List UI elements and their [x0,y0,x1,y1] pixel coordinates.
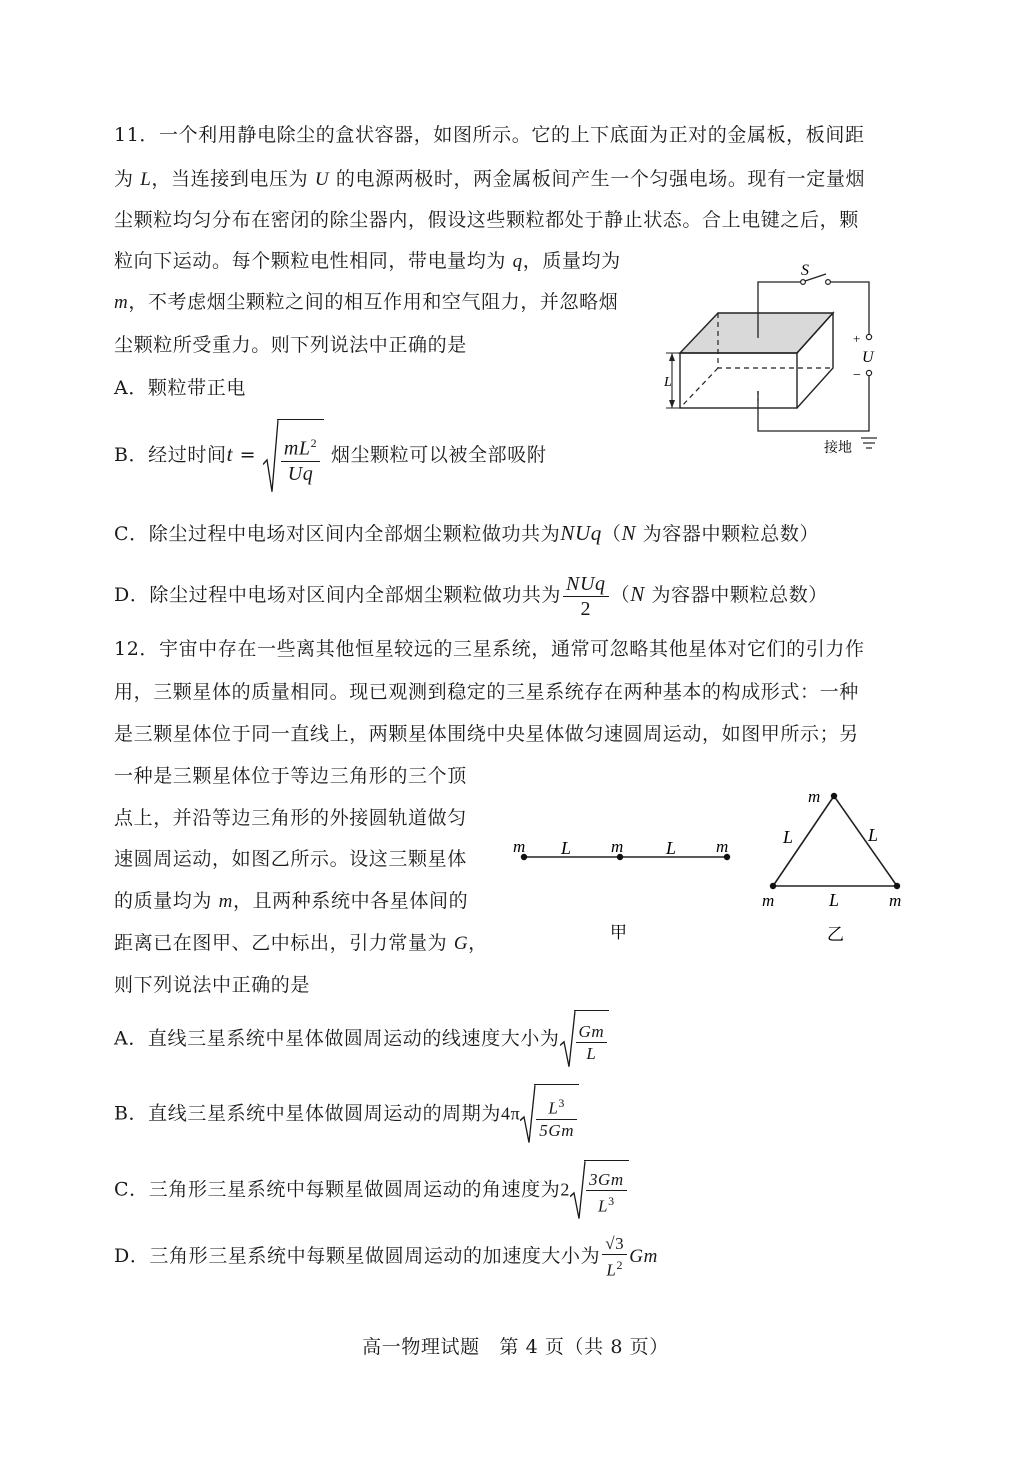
distance-label: L [666,838,677,858]
q12-option-b: B．直线三星系统中星体做圆周运动的周期为4π $\frac{L^3}{5Gm}$ [114,1084,579,1142]
q11-line-3: 尘颗粒均匀分布在密闭的除尘器内，假设这些颗粒都处于静止状态。合上电键之后，颗 [114,209,859,231]
sqrt-sign: $\frac{mL^2}{Uq}$ [263,419,324,494]
mass-label: m [611,837,624,856]
star-left [770,883,776,889]
star-top [831,793,837,799]
mass-label: m [808,787,821,806]
q11-line-6: 尘颗粒所受重力。则下列说法中正确的是 [114,334,467,356]
q11-option-b: B．经过时间t = $\frac{mL^2}{Uq}$ 烟尘颗粒可以被全部吸附 [114,418,546,490]
precipitator-diagram [650,255,900,460]
ground-label: 接地 [824,440,852,456]
q12-option-c: C．三角形三星系统中每颗星做圆周运动的角速度为2 $\frac{3Gm}{L^3}$ [114,1160,629,1218]
page-footer: 高一物理试题 第 4 页（共 8 页） [362,1336,669,1358]
distance-label: L [664,375,672,390]
distance-label: L [561,838,572,858]
mass-label: m [513,837,526,856]
triangle-star-diagram [755,784,915,949]
plus-sign: + [853,331,861,346]
q11-line-5: m，不考虑烟尘颗粒之间的相互作用和空气阻力，并忽略烟 [114,291,619,313]
distance-label: L [868,825,879,845]
mass-label: m [716,837,729,856]
mass-label: m [889,891,902,910]
minus-sign: − [853,368,861,383]
q11-line-4: 粒向下运动。每个颗粒电性相同，带电量均为 q，质量均为 [114,250,621,272]
q12-line-8: 距离已在图甲、乙中标出，引力常量为 G， [114,932,488,954]
q11-line-1: 11．一个利用静电除尘的盒状容器，如图所示。它的上下底面为正对的金属板，板间距 [114,124,865,146]
q12-option-d: D．三角形三星系统中每颗星做圆周运动的加速度大小为 $\frac{√3}{L^2}$ Gm [114,1234,658,1280]
q12-line-5: 点上，并沿等边三角形的外接圆轨道做匀 [114,807,467,829]
q12-line-1: 12．宇宙中存在一些离其他恒星较远的三星系统，通常可忽略其他星体对它们的引力作 [114,638,865,660]
linear-star-diagram [510,830,740,950]
q12-line-9: 则下列说法中正确的是 [114,974,311,996]
q11-option-c: C．除尘过程中电场对区间内全部烟尘颗粒做功共为NUq（N 为容器中颗粒总数） [114,521,820,545]
q12-option-a: A．直线三星系统中星体做圆周运动的线速度大小为 $\frac{Gm}{L}$ [114,1010,609,1066]
q11-option-a: A．颗粒带正电 [114,377,246,399]
distance-label: L [783,827,794,847]
distance-label: L [829,890,840,910]
switch-label: S [801,262,809,279]
q12-line-6: 速圆周运动，如图乙所示。设这三颗星体 [114,848,467,870]
q11-option-d: D．除尘过程中电场对区间内全部烟尘颗粒做功共为 $\frac{\text{NUq}}{2}$ （N 为容器中颗粒总数） [114,572,828,620]
q11-line-2: 为 L，当连接到电压为 U 的电源两极时，两金属板间产生一个匀强电场。现有一定量烟 [114,168,866,190]
figure-caption: 甲 [610,923,627,943]
q12-line-7: 的质量均为 m，且两种系统中各星体间的 [114,890,469,912]
star-right [894,883,900,889]
voltage-label: U [862,349,874,366]
q12-line-4: 一种是三颗星体位于等边三角形的三个顶 [114,765,467,787]
mass-label: m [762,891,775,910]
figure-caption: 乙 [827,925,844,945]
q12-line-3: 是三颗星体位于同一直线上，两颗星体围绕中央星体做匀速圆周运动，如图甲所示；另 [114,723,859,745]
q12-line-2: 用，三颗星体的质量相同。现已观测到稳定的三星系统存在两种基本的构成形式：一种 [114,681,859,703]
